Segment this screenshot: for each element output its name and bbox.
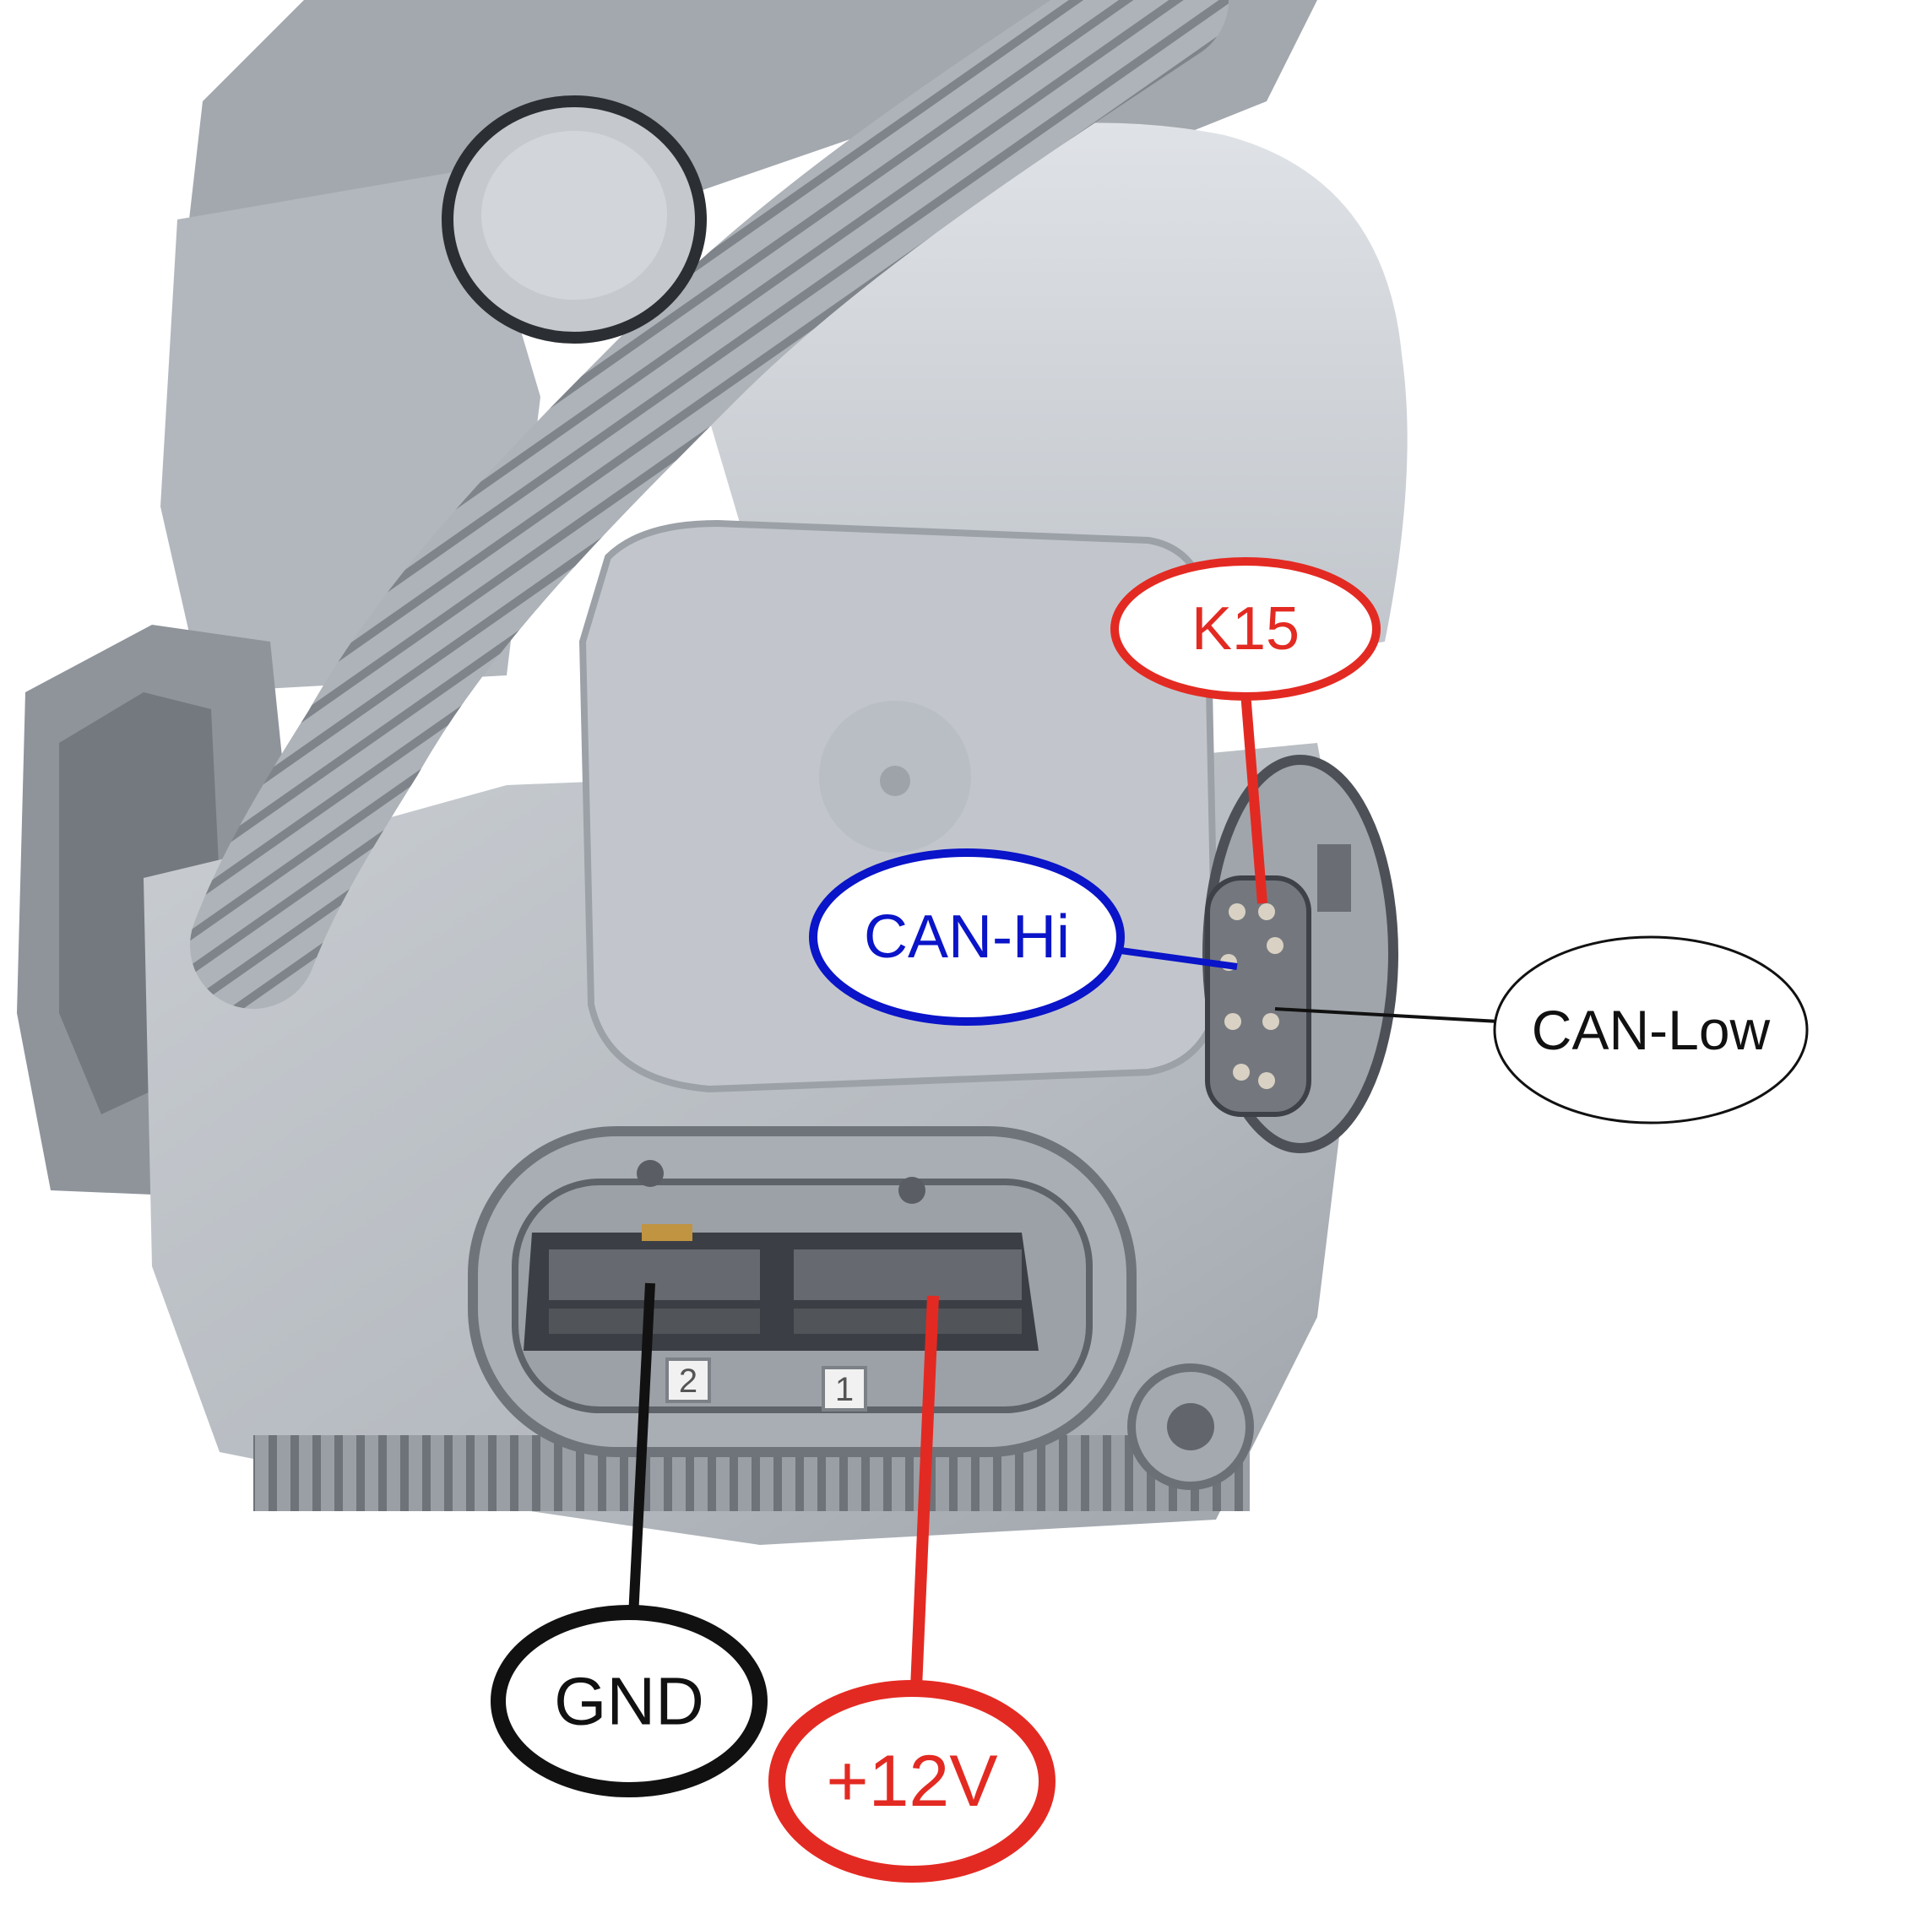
signal-connector bbox=[1208, 760, 1393, 1148]
pump-housing-illustration bbox=[17, 0, 1408, 1545]
plus12v-label: +12V bbox=[826, 1741, 998, 1822]
can-hi-label: CAN-Hi bbox=[864, 903, 1070, 971]
can-low-label: CAN-Low bbox=[1531, 999, 1771, 1061]
pin1-marking: 1 bbox=[834, 1371, 855, 1408]
pin2-marking: 2 bbox=[678, 1363, 698, 1400]
hose-collar-top bbox=[481, 131, 667, 300]
control-box-screw bbox=[880, 766, 910, 796]
gnd-label: GND bbox=[554, 1663, 704, 1739]
k15-label: K15 bbox=[1191, 595, 1300, 663]
power-connector bbox=[473, 1131, 1132, 1452]
